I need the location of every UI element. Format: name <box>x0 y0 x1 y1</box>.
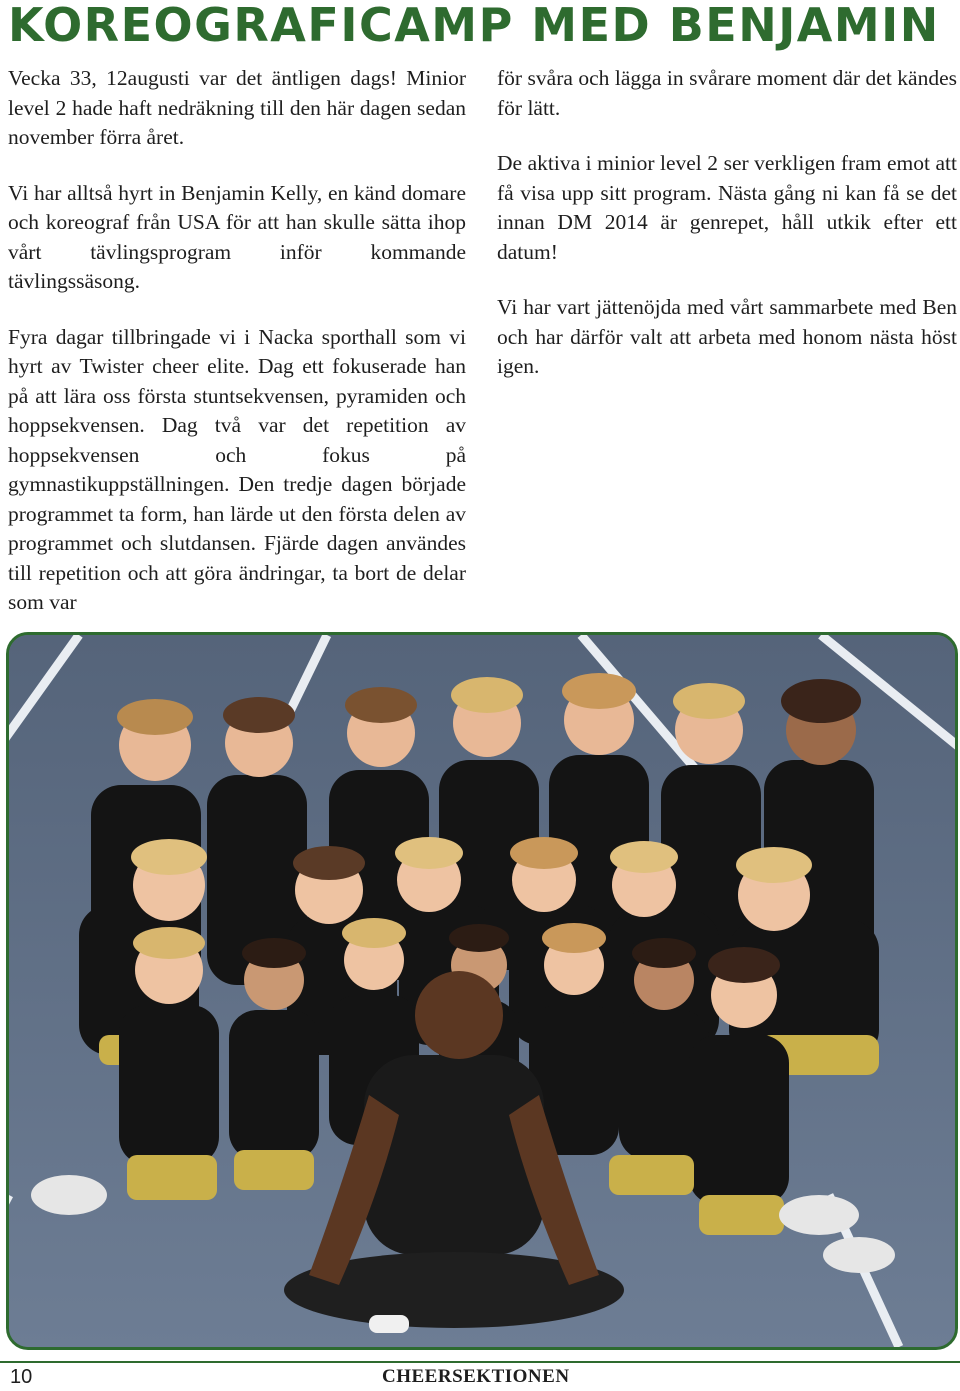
paragraph: Vi har vart jättenöjda med vårt sammarbete med Ben och har därför valt att arbeta med honom nästa höst igen. <box>497 295 957 378</box>
footer-divider <box>0 1361 960 1363</box>
article-column-left <box>8 64 466 644</box>
group-photo-illustration <box>9 635 955 1347</box>
section-name: CHEERSEKTIONEN <box>382 1366 570 1387</box>
paragraph: Fyra dagar tillbringade vi i Nacka sporthall som vi hyrt av Twister cheer elite. Dag ett fokuserade han på att lära oss första stuntsekvensen, pyramiden och hoppsekvensen. Dag två var det repetition av hoppsekvensen och fokus på gymnastikuppställningen. Den tredje dagen började programmet ta form, han lärde ut den första delen av programmet och slutdansen. Fjärde dagen användes till repetition och att göra ändringar, ta bort de delar som var <box>8 324 466 614</box>
paragraph: De aktiva i minior level 2 ser verkligen fram emot att få visa upp sitt program. Nästa gång ni kan få se det innan DM 2014 är genrepet, håll utkik efter ett datum! <box>497 151 957 264</box>
paragraph: för svåra och lägga in svårare moment där det kändes för lätt. <box>497 66 957 120</box>
paragraph: Vi har alltså hyrt in Benjamin Kelly, en känd domare och koreograf från USA för att han skulle sätta ihop vårt tävlingsprogram inför kommande tävlingssäsong. <box>8 180 466 293</box>
article-column-right <box>497 64 957 408</box>
paragraph: Vecka 33, 12augusti var det äntligen dags! Minior level 2 hade haft nedräkning till den här dagen sedan november förra året. <box>8 66 466 149</box>
page-number: 10 <box>10 1366 33 1388</box>
group-photo <box>6 632 958 1350</box>
page-title: KOREOGRAFICAMP MED BENJAMIN <box>8 0 940 52</box>
